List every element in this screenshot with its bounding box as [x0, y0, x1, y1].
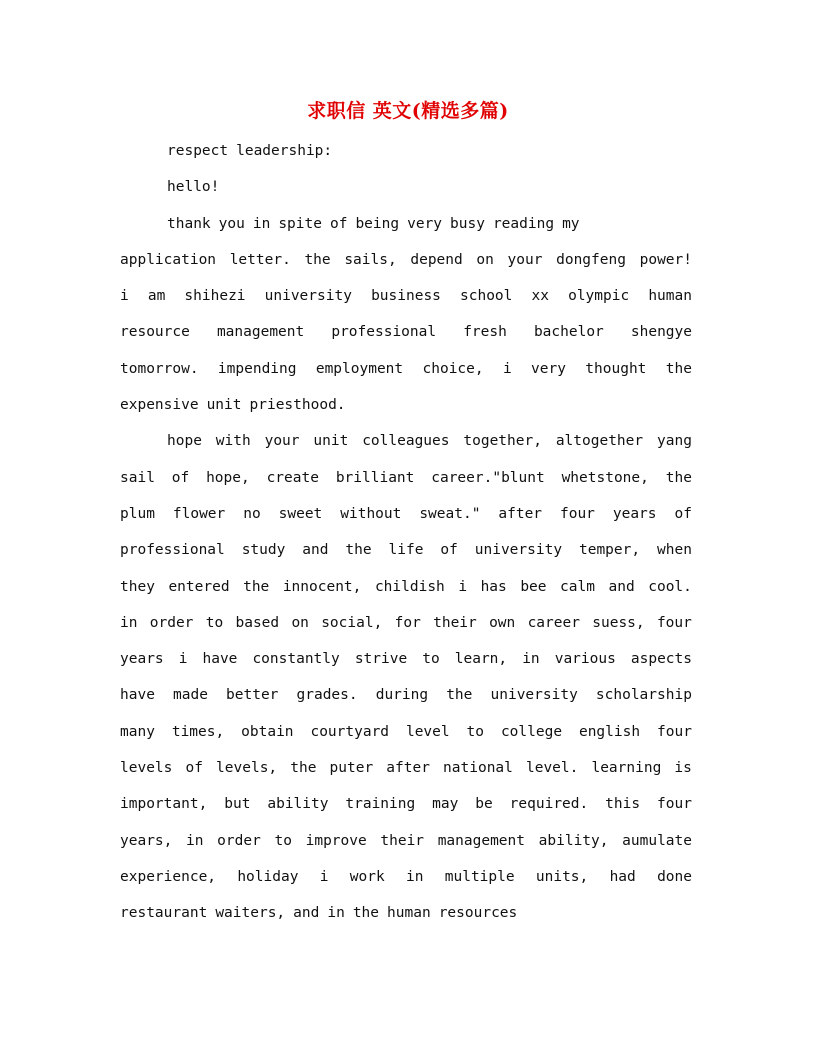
word: of [440, 542, 458, 559]
word: levels [120, 760, 173, 777]
word: to [422, 651, 440, 668]
word: to [205, 614, 224, 631]
word: own [489, 614, 516, 631]
word: yang [657, 433, 692, 450]
word: in [522, 651, 540, 668]
word: four [559, 505, 595, 522]
word: the [665, 360, 692, 377]
word: human [387, 905, 431, 922]
word: human [648, 288, 692, 305]
word: be [475, 796, 493, 813]
word: four [657, 796, 692, 813]
word: management [216, 324, 305, 341]
word: sweet [278, 505, 323, 522]
word: of [674, 505, 692, 522]
word: grades. [296, 687, 358, 704]
word: leadership: [236, 143, 333, 159]
word: done [657, 868, 692, 885]
word: to [466, 723, 485, 740]
text-line [120, 792, 692, 828]
word: waiters, [215, 905, 286, 922]
word: am [147, 288, 166, 305]
word: is [674, 760, 692, 777]
word: very [531, 360, 566, 377]
word: and [608, 578, 635, 595]
word: ability, [538, 832, 609, 849]
word: of [171, 469, 190, 486]
word: in [327, 905, 345, 922]
word: better [226, 687, 279, 704]
word: priesthood. [249, 397, 346, 414]
text-line [120, 175, 692, 211]
word: hope, [206, 469, 250, 486]
text-line [120, 284, 692, 320]
word: power! [639, 251, 692, 268]
word: i [319, 868, 329, 885]
text-line [120, 575, 692, 611]
word: university [264, 288, 352, 305]
word: xx [531, 288, 549, 305]
word: hope [167, 433, 202, 450]
word: holiday [237, 868, 299, 885]
word: my [562, 215, 580, 232]
word: aspects [630, 651, 692, 668]
word: career [527, 614, 580, 631]
word: shihezi [184, 288, 246, 305]
word: experience, [120, 868, 217, 885]
word: very [407, 215, 443, 232]
word: i [458, 578, 468, 595]
word: you [218, 215, 245, 232]
word: shengye [630, 324, 692, 341]
word: and [293, 905, 320, 922]
word: when [657, 542, 692, 559]
word: i [178, 651, 188, 668]
word: after [386, 760, 430, 777]
word: made [173, 687, 208, 704]
word: with [215, 433, 251, 450]
word: during [375, 687, 429, 704]
word: employment [315, 360, 404, 377]
word: i [502, 360, 512, 377]
word: professional [120, 542, 225, 559]
word: has [480, 578, 507, 595]
word: spite [278, 215, 322, 232]
text-line [120, 357, 692, 393]
text-line [120, 720, 692, 756]
word: calm [560, 578, 595, 595]
word: learn, [454, 651, 508, 668]
word: cool. [648, 578, 692, 595]
text-line [120, 139, 692, 175]
word: flower [172, 505, 226, 522]
word: improve [305, 832, 367, 849]
word: courtyard [310, 723, 390, 740]
word: units, [535, 868, 589, 885]
word: have [120, 687, 155, 704]
word: and [302, 542, 329, 559]
word: suess, [592, 614, 645, 631]
word: brilliant [335, 469, 415, 486]
word: years [612, 505, 657, 522]
word: sails, [344, 251, 397, 268]
word: career."blunt [431, 469, 545, 486]
text-line [120, 466, 692, 502]
word: fresh [463, 324, 507, 341]
word: the [446, 687, 473, 704]
text-line [120, 248, 692, 284]
word: study [241, 542, 286, 559]
word: constantly [252, 651, 340, 668]
text-line [120, 611, 692, 647]
word: level [405, 723, 450, 740]
word: entered [168, 578, 230, 595]
word: in [186, 832, 204, 849]
word: required. [509, 796, 589, 813]
word: four [656, 614, 692, 631]
word: but [224, 796, 251, 813]
word: strive [354, 651, 408, 668]
word: application [120, 251, 217, 268]
word: various [554, 651, 616, 668]
word: their [380, 832, 425, 849]
word: times, [171, 723, 225, 740]
word: management [437, 832, 525, 849]
word: temper, [578, 542, 641, 559]
word: in [120, 614, 138, 631]
word: years [120, 651, 164, 668]
word: colleagues [362, 433, 450, 450]
word: in [252, 215, 271, 232]
word: may [432, 796, 459, 813]
word: university [474, 542, 563, 559]
word: of [185, 760, 203, 777]
word: resources [438, 905, 518, 922]
word: on [291, 614, 309, 631]
document-title: 求职信 英文(精选多篇) [307, 100, 509, 122]
word: without [340, 505, 402, 522]
word: business [371, 288, 441, 305]
word: order [149, 614, 194, 631]
word: life [388, 542, 424, 559]
text-line [120, 502, 692, 538]
word: professional [331, 324, 437, 341]
word: the [345, 542, 372, 559]
word: being [355, 215, 400, 232]
word: level. [525, 760, 579, 777]
word: letter. [229, 251, 291, 268]
word: expensive [120, 397, 199, 414]
word: the [665, 469, 692, 486]
word: respect [167, 143, 229, 159]
word: tomorrow. [120, 360, 199, 377]
word: reading [492, 215, 555, 232]
word: based [235, 614, 280, 631]
word: restaurant [120, 905, 208, 922]
word: scholarship [595, 687, 692, 704]
word: bee [520, 578, 547, 595]
word: your [507, 251, 543, 268]
text-line [120, 393, 692, 429]
word: english [578, 723, 641, 740]
word: hello! [167, 179, 220, 196]
word: after [498, 505, 543, 522]
text-line [120, 683, 692, 719]
word: college [500, 723, 563, 740]
word: bachelor [533, 324, 604, 341]
word: school [460, 288, 513, 305]
word: aumulate [622, 832, 692, 849]
text-line [120, 647, 692, 683]
word: resource [120, 324, 190, 341]
word: university [490, 687, 578, 704]
word: their [433, 614, 477, 631]
word: to [274, 832, 292, 849]
word: plum [120, 505, 155, 522]
word: learning [591, 760, 662, 777]
word: for [394, 614, 421, 631]
word: the [243, 578, 270, 595]
word: social, [321, 614, 383, 631]
word: busy [450, 215, 485, 232]
word: sweat." [419, 505, 481, 522]
word: had [609, 868, 636, 885]
word: your [264, 433, 300, 450]
word: choice, [422, 360, 484, 377]
word: they [120, 578, 155, 595]
word: levels, [216, 760, 278, 777]
word: together, [463, 433, 542, 450]
text-line [120, 538, 692, 574]
word: order [217, 832, 261, 849]
word: have [202, 651, 238, 668]
word: national [443, 760, 513, 777]
text-line [120, 320, 692, 356]
word: innocent, [282, 578, 362, 595]
word: many [120, 723, 155, 740]
word: no [243, 505, 261, 522]
word: i [120, 288, 129, 305]
word: whetstone, [561, 469, 649, 486]
word: the [304, 251, 331, 268]
letter-body [120, 139, 692, 938]
word: thought [585, 360, 647, 377]
word: impending [217, 360, 297, 377]
word: on [476, 251, 494, 268]
word: multiple [444, 868, 515, 885]
word: training [345, 796, 416, 813]
word: four [657, 723, 692, 740]
text-line [120, 429, 692, 465]
word: sail [120, 469, 155, 486]
word: olympic [568, 288, 630, 305]
text-line [120, 756, 692, 792]
word: childish [374, 578, 445, 595]
word: altogether [555, 433, 644, 450]
text-line [120, 865, 692, 901]
word: ability [267, 796, 329, 813]
word: unit [313, 433, 349, 450]
word: create [266, 469, 319, 486]
word: unit [206, 397, 242, 414]
word: dongfeng [556, 251, 626, 268]
word: the [290, 760, 317, 777]
word: in [405, 868, 424, 885]
word: of [329, 215, 348, 232]
text-line [120, 829, 692, 865]
word: the [352, 905, 380, 922]
word: this [605, 796, 641, 813]
text-line [120, 901, 692, 937]
word: years, [120, 832, 173, 849]
word: depend [410, 251, 463, 268]
word: work [349, 868, 385, 885]
text-line [120, 212, 692, 248]
word: thank [167, 215, 211, 232]
word: puter [329, 760, 374, 777]
word: obtain [241, 723, 294, 740]
word: important, [120, 796, 208, 813]
